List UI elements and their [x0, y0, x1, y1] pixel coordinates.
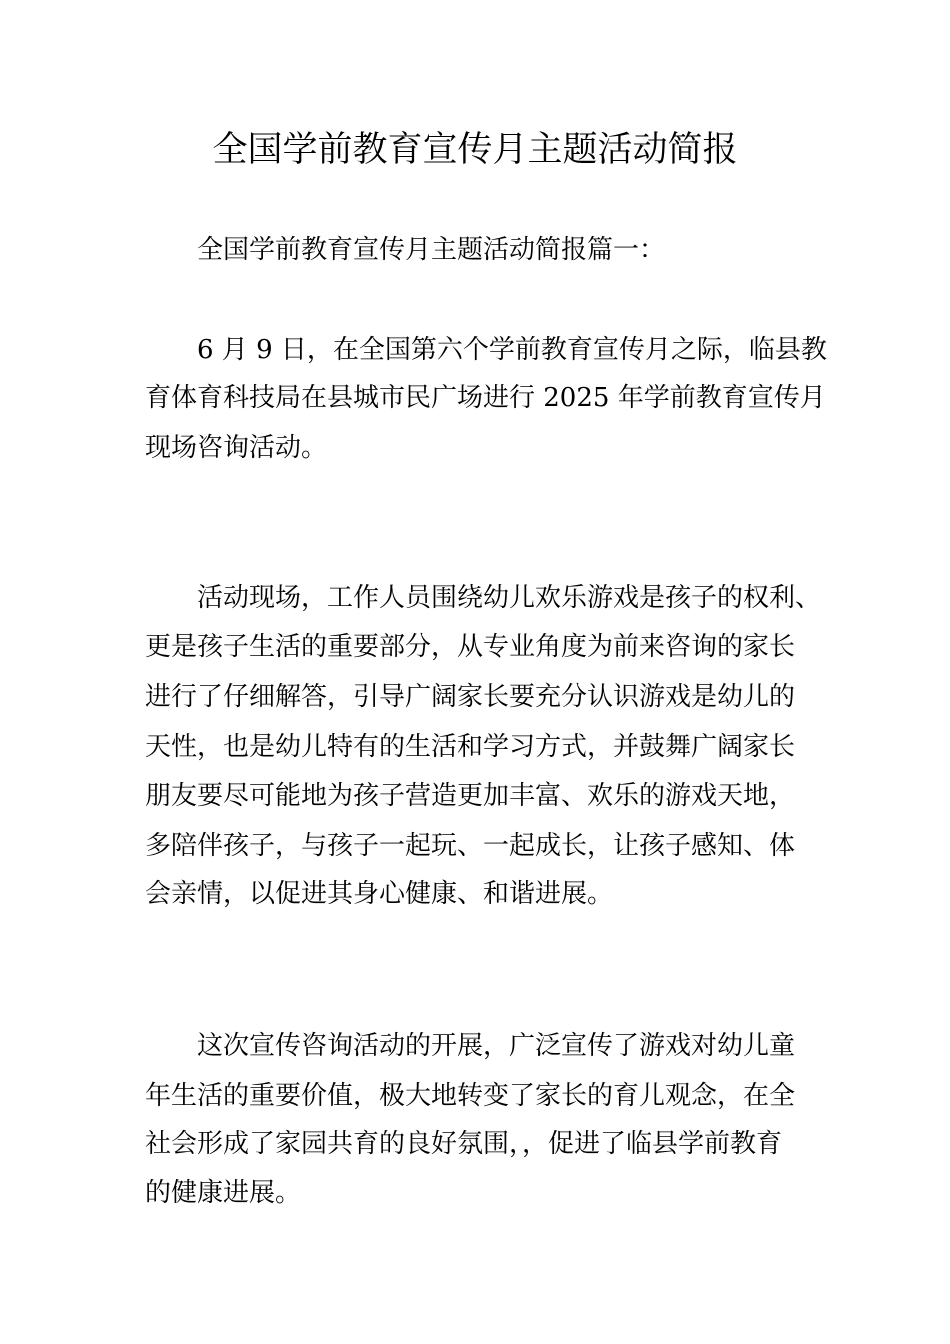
paragraph-2-line-3: 进行了仔细解答，引导广阔家长要充分认识游戏是幼儿的 — [145, 682, 796, 712]
paragraph-2-line-1: 活动现场，工作人员围绕幼儿欢乐游戏是孩子的权利、 — [197, 583, 822, 613]
paragraph-3-line-1: 这次宣传咨询活动的开展，广泛宣传了游戏对幼儿童 — [197, 1031, 796, 1061]
paragraph-2-line-4: 天性，也是幼儿特有的生活和学习方式，并鼓舞广阔家长 — [145, 732, 796, 762]
section-subtitle: 全国学前教育宣传月主题活动简报篇一： — [197, 235, 666, 265]
paragraph-3-line-2: 年生活的重要价值，极大地转变了家长的育儿观念，在全 — [145, 1081, 796, 1111]
paragraph-2-line-7: 会亲情，以促进其身心健康、和谐进展。 — [145, 879, 614, 909]
paragraph-2-line-2: 更是孩子生活的重要部分，从专业角度为前来咨询的家长 — [145, 632, 796, 662]
paragraph-1-line-2: 育体育科技局在县城市民广场进行 2025 年学前教育宣传月 — [145, 383, 826, 413]
page-title: 全国学前教育宣传月主题活动简报 — [212, 130, 738, 170]
paragraph-2-line-5: 朋友要尽可能地为孩子营造更加丰富、欢乐的游戏天地， — [145, 781, 796, 811]
paragraph-3-line-4: 的健康进展。 — [145, 1178, 302, 1208]
paragraph-1-line-1: 6 月 9 日，在全国第六个学前教育宣传月之际，临县教 — [197, 335, 827, 365]
paragraph-2-line-6: 多陪伴孩子，与孩子一起玩、一起成长，让孩子感知、体 — [145, 831, 796, 861]
paragraph-1-line-3: 现场咨询活动。 — [145, 433, 328, 463]
paragraph-3-line-3: 社会形成了家园共育的良好氛围，，促进了临县学前教育 — [145, 1129, 783, 1159]
